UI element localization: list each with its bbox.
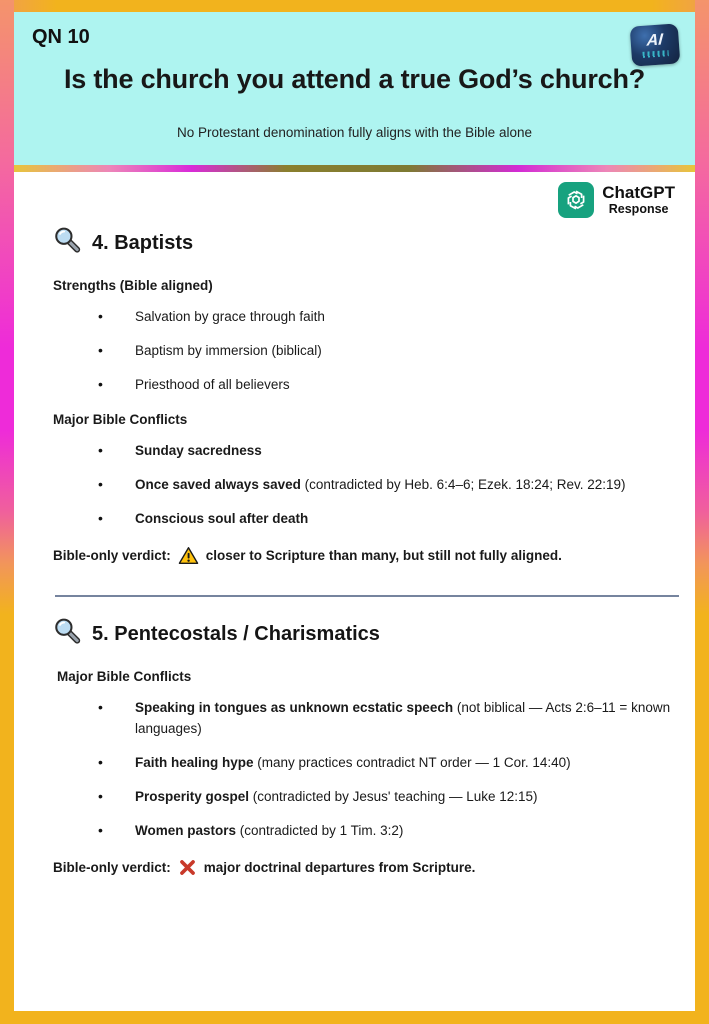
verdict-text: closer to Scripture than many, but still not fully aligned. bbox=[205, 548, 562, 563]
magnifier-icon bbox=[53, 226, 82, 261]
conflicts-label-s4: Major Bible Conflicts bbox=[53, 412, 188, 427]
chatgpt-response-text bbox=[602, 183, 675, 217]
list-item: • Faith healing hype (many practices contradict NT order — 1 Cor. 14:40) bbox=[53, 752, 681, 773]
section-4-heading bbox=[53, 226, 681, 261]
conflicts-label-s5: Major Bible Conflicts bbox=[57, 669, 192, 684]
page-title: Is the church you attend a true God’s church? bbox=[63, 64, 646, 94]
list-item: • Salvation by grace through faith bbox=[53, 306, 681, 327]
conflicts-list-s5 bbox=[53, 697, 681, 841]
strengths-label: Strengths (Bible aligned) bbox=[53, 278, 213, 293]
list-item: • Conscious soul after death bbox=[53, 508, 681, 529]
frame-left-border bbox=[0, 0, 14, 1024]
header-banner bbox=[14, 12, 695, 165]
verdict-s4 bbox=[53, 546, 681, 565]
page-subtitle: No Protestant denomination fully aligns with the Bible alone bbox=[177, 125, 532, 140]
document-body bbox=[14, 172, 695, 1011]
chatgpt-response-badge bbox=[53, 182, 675, 218]
frame-bottom-border bbox=[0, 1011, 709, 1024]
section-5-title: 5. Pentecostals / Charismatics bbox=[92, 623, 380, 645]
response-label: Response bbox=[608, 202, 669, 216]
chatgpt-brand-label: ChatGPT bbox=[602, 183, 675, 202]
list-item: • Women pastors (contradicted by 1 Tim. 3:2) bbox=[53, 820, 681, 841]
section-5-heading bbox=[53, 617, 681, 652]
verdict-label: Bible-only verdict: bbox=[53, 548, 171, 563]
verdict-label: Bible-only verdict: bbox=[53, 860, 171, 875]
warning-icon bbox=[178, 546, 199, 565]
section-4-title: 4. Baptists bbox=[92, 232, 194, 254]
list-item: • Priesthood of all believers bbox=[53, 374, 681, 395]
frame-top-border bbox=[0, 0, 709, 12]
chatgpt-logo-icon bbox=[558, 182, 594, 218]
frame-right-border bbox=[695, 0, 709, 1024]
list-item: • Sunday sacredness bbox=[53, 440, 681, 461]
list-item: • Baptism by immersion (biblical) bbox=[53, 340, 681, 361]
question-number: QN 10 bbox=[32, 26, 90, 48]
header-underline-gradient bbox=[14, 165, 695, 172]
verdict-s5 bbox=[53, 858, 681, 877]
conflicts-list-s4 bbox=[53, 440, 681, 529]
ai-chip-logo bbox=[630, 23, 681, 66]
ai-chip-circuit-decoration bbox=[642, 50, 668, 58]
list-item: • Prosperity gospel (contradicted by Jesus' teaching — Luke 12:15) bbox=[53, 786, 681, 807]
list-item: • Once saved always saved (contradicted by Heb. 6:4–6; Ezek. 18:24; Rev. 22:19) bbox=[53, 474, 681, 495]
verdict-text: major doctrinal departures from Scripture. bbox=[203, 860, 476, 875]
strengths-list bbox=[53, 306, 681, 395]
section-divider bbox=[55, 595, 679, 597]
cross-icon bbox=[178, 858, 197, 877]
section-5 bbox=[53, 617, 681, 877]
list-item: • Speaking in tongues as unknown ecstatic speech (not biblical — Acts 2:6–11 = known languages) bbox=[53, 697, 681, 739]
magnifier-icon bbox=[53, 617, 82, 652]
ai-chip-text: AI bbox=[646, 31, 664, 50]
